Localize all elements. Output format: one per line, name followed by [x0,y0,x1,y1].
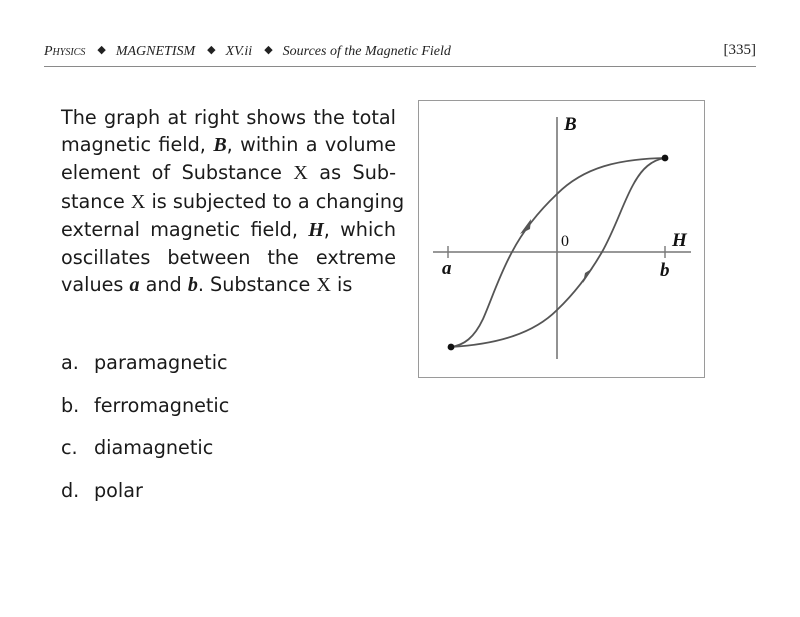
bullet-separator-icon: ◆ [207,44,216,56]
breadcrumb-subject: Physics [44,44,86,59]
variable-b: b [187,274,198,297]
substance-X: X [130,190,146,213]
text-run: oscillates between the extreme [61,246,396,270]
arrow-up-right-icon [583,268,593,283]
choice-c[interactable] [61,436,229,479]
header-rule [44,66,756,67]
h-axis-label: H [672,230,687,251]
question-line [61,216,396,244]
running-header [44,42,756,64]
text-run: is subjected to a changing [145,189,405,213]
choice-letter: b. [61,393,80,417]
text-run: magnetic field, [61,133,214,157]
choice-letter: a. [61,351,79,374]
variable-B: B [213,134,227,157]
text-run: , within a volume [226,133,397,157]
question-line [61,159,396,187]
tick-label-a: a [442,258,452,279]
b-axis-label: B [564,114,577,135]
text-run: The graph at right shows the total [61,106,396,129]
substance-X: X [316,274,331,297]
endpoint-b-dot [662,155,669,162]
text-run: as Sub- [307,161,396,185]
choice-letter: d. [61,478,80,502]
bullet-separator-icon: ◆ [264,44,273,56]
choice-letter: c. [61,436,78,459]
bullet-separator-icon: ◆ [97,44,106,56]
breadcrumb-topic: MAGNETISM [115,44,196,59]
choice-a[interactable] [61,351,229,394]
choice-text: polar [94,478,143,502]
variable-a: a [129,274,140,297]
answer-choices [61,351,229,521]
choice-text: diamagnetic [94,436,214,459]
question-line [61,271,396,299]
breadcrumb-subsection: Sources of the Magnetic Field [282,44,451,59]
tick-label-b: b [660,260,670,281]
text-run: values [61,273,130,297]
text-run: . Substance [197,273,317,297]
text-run: stance [61,189,131,213]
substance-X: X [293,162,308,185]
question-line [61,131,396,159]
text-run: element of Substance [61,161,294,185]
question-text [61,104,405,299]
choice-text: ferromagnetic [94,393,230,417]
page-number: [335] [723,42,756,58]
question-line [61,104,396,131]
choice-text: paramagnetic [94,351,228,374]
variable-H: H [308,218,324,241]
arrow-down-left-icon [520,219,531,234]
breadcrumb [44,44,451,60]
hysteresis-figure [418,100,705,378]
text-run: , which [323,217,397,241]
text-run: external magnetic field, [61,217,309,241]
text-run: and [139,273,188,297]
endpoint-a-dot [448,344,455,351]
breadcrumb-section: XV.ii [225,44,253,59]
choice-b[interactable] [61,394,229,437]
question-line [61,188,405,216]
text-run: is [330,273,353,297]
choice-d[interactable] [61,479,229,522]
question-line [61,244,396,271]
origin-label: 0 [561,233,569,250]
